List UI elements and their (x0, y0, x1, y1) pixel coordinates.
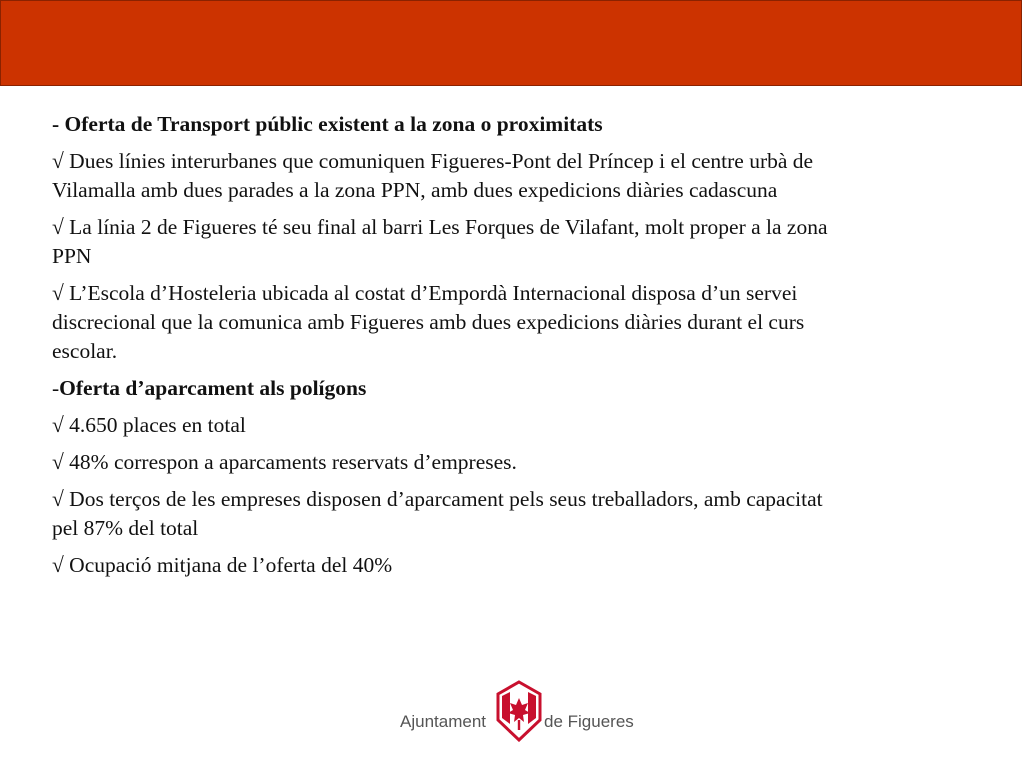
header-bar (0, 0, 1022, 86)
bullet-item: √ 4.650 places en total (52, 413, 246, 437)
heading-public-transport: - Oferta de Transport públic existent a la zona o proximitats (52, 112, 603, 136)
logo-text-left: Ajuntament (400, 712, 486, 731)
bullet-item: √ Dos terços de les empreses disposen d’aparcament pels seus treballadors, amb capacitat pel 87% del total (52, 487, 823, 540)
heading-parking-prefix: - (52, 376, 60, 400)
bullet-item: √ 48% correspon a aparcaments reservats d’empreses. (52, 450, 517, 474)
logo-text-right: de Figueres (544, 712, 634, 731)
bullet-item: √ Dues línies interurbanes que comuniquen Figueres-Pont del Príncep i el centre urbà de Vilamalla amb dues parades a la zona PPN, amb dues expedicions diàries cadascuna (52, 149, 814, 202)
bullet-item: √ La línia 2 de Figueres té seu final al barri Les Forques de Vilafant, molt proper a la zona PPN (52, 215, 828, 268)
shield-icon (496, 680, 542, 742)
heading-parking-text: Oferta d’aparcament als polígons (59, 376, 367, 400)
heading-parking (52, 374, 852, 403)
bullet-item: √ Ocupació mitjana de l’oferta del 40% (52, 553, 393, 577)
bullet-item: √ L’Escola d’Hosteleria ubicada al costat d’Empordà Internacional disposa d’un servei discrecional que la comunica amb Figueres amb dues expedicions diàries durant el curs escolar. (52, 281, 805, 363)
ajuntament-logo (400, 680, 640, 760)
slide-content (52, 110, 852, 588)
